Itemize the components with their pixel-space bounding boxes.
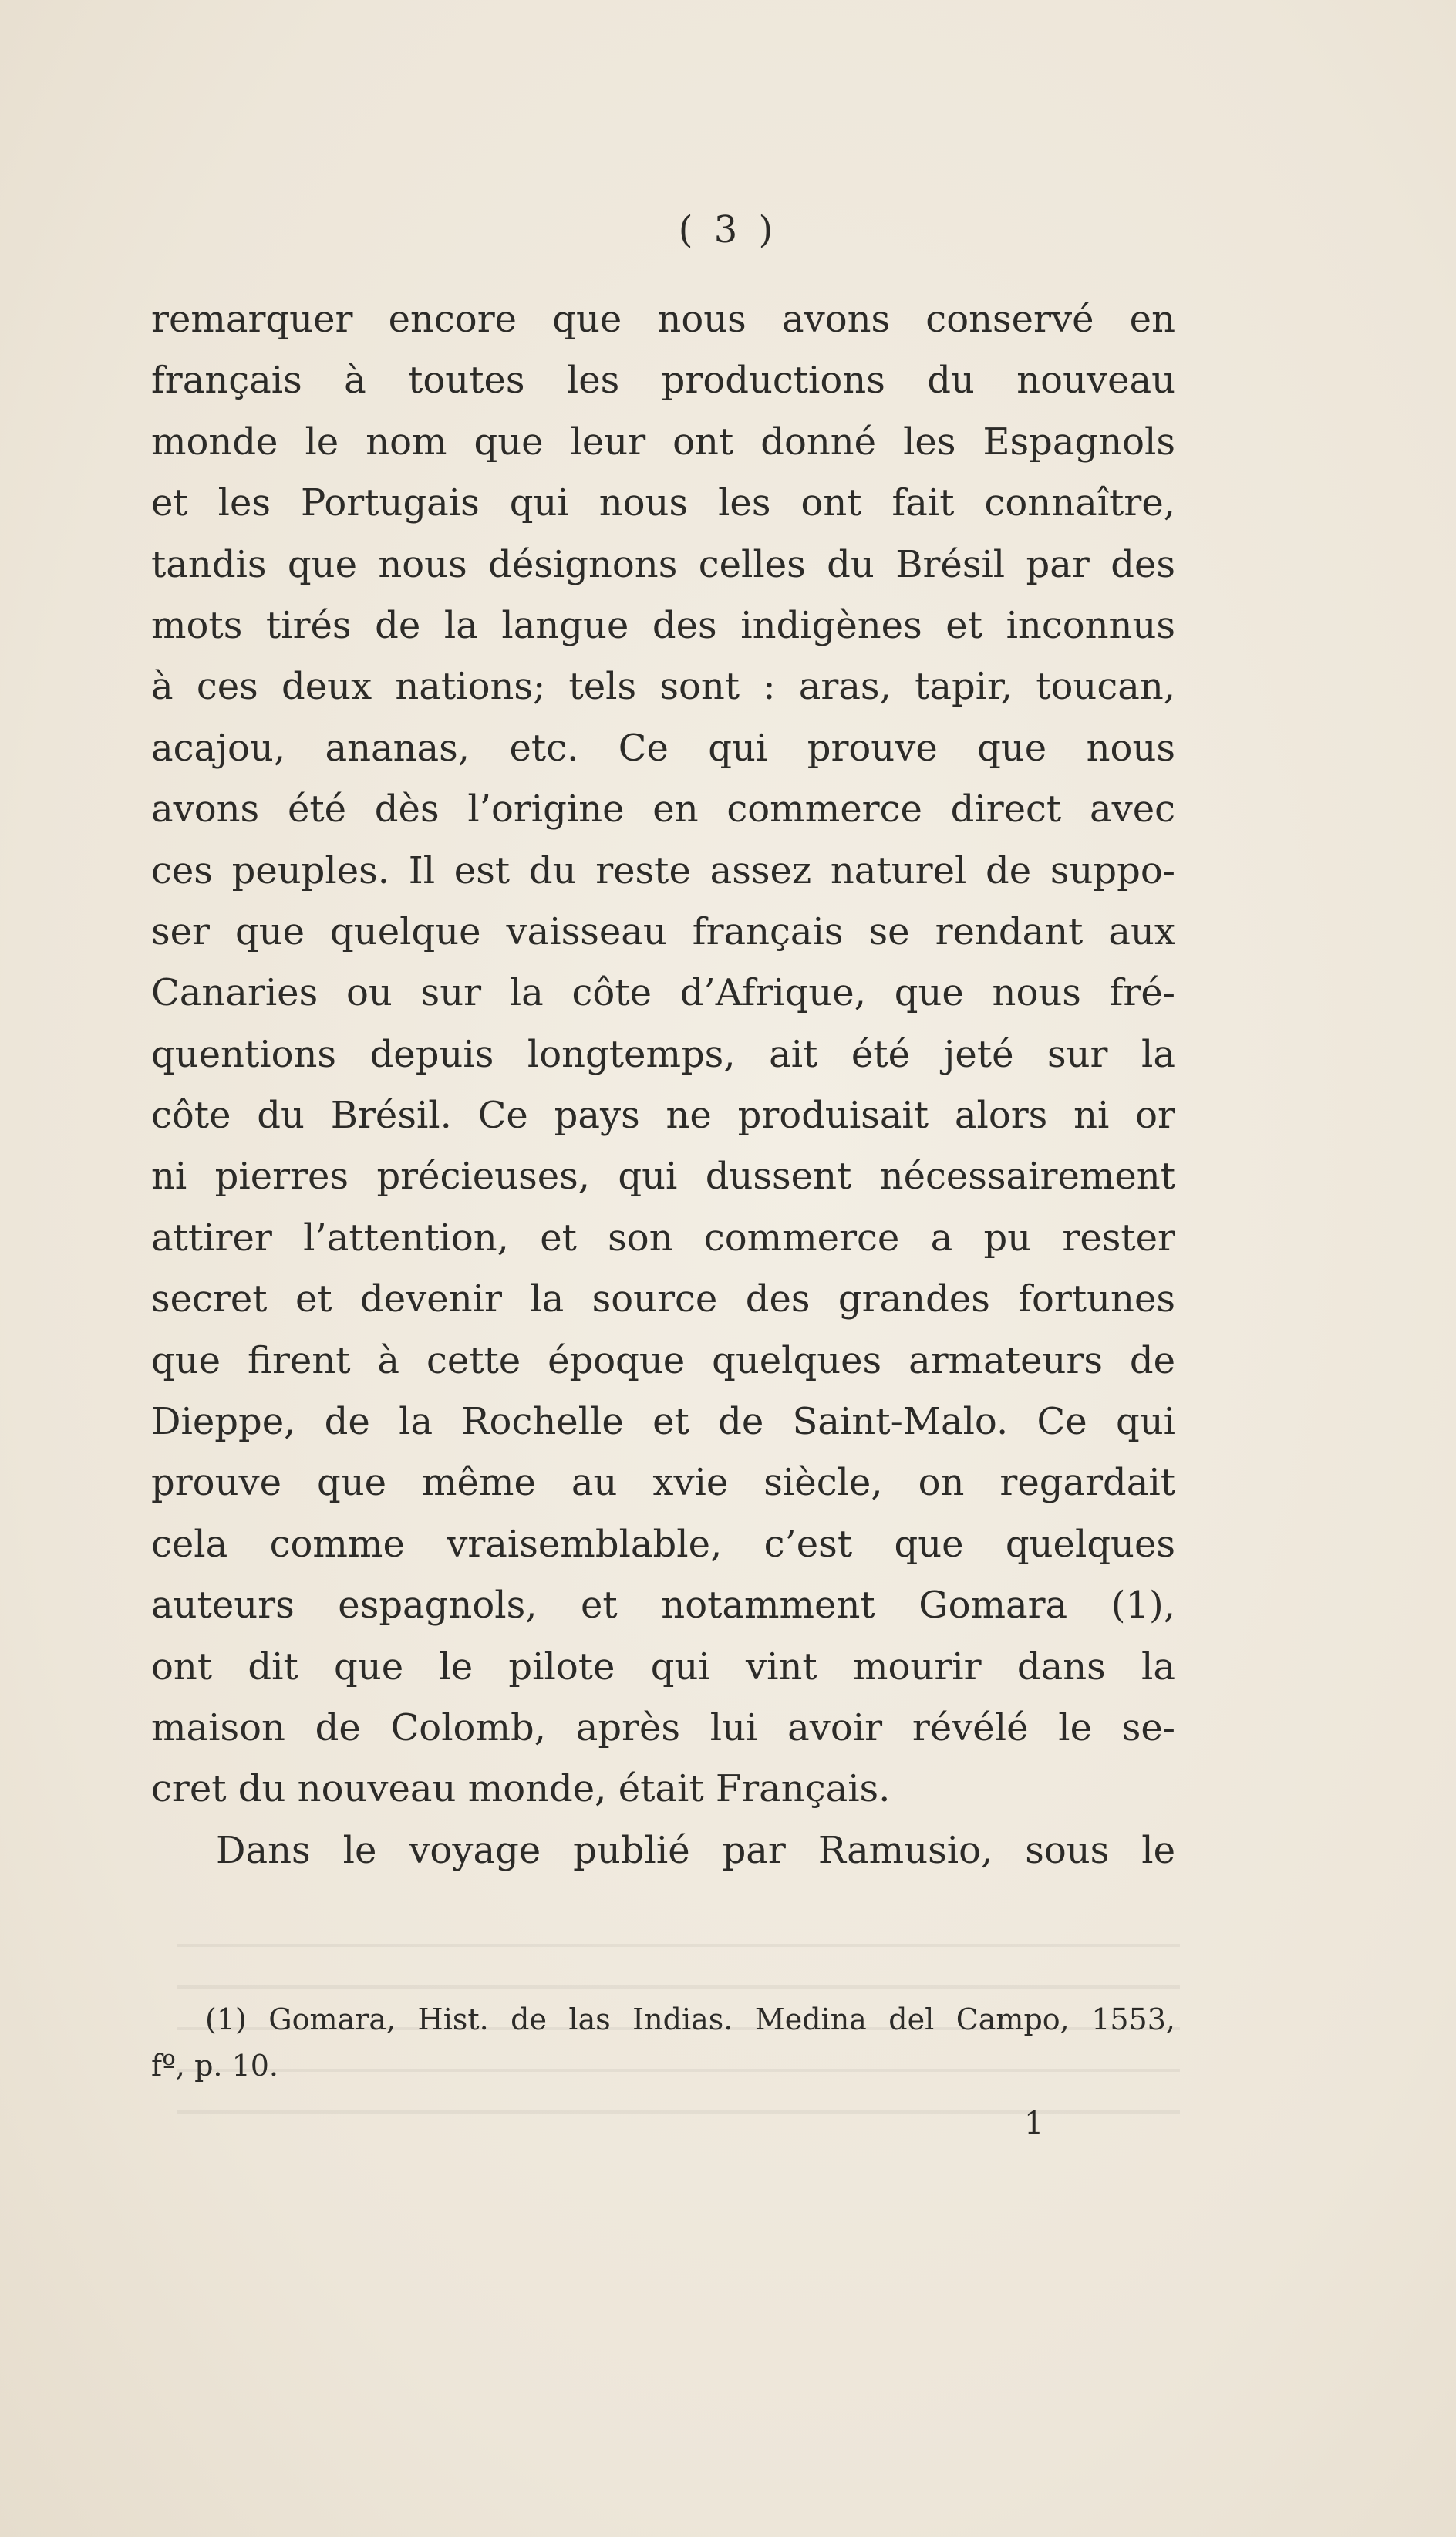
paragraph-last-line: cret du nouveau monde, était Français. (151, 1767, 891, 1811)
text-line: secret et devenir la source des grandes fortunes (151, 1277, 1175, 1321)
text-line: acajou, ananas, etc. Ce qui prouve que nous (151, 726, 1175, 770)
text-line: quentions depuis longtemps, ait été jeté sur la (151, 1032, 1175, 1076)
text-line: français à toutes les productions du nouveau (151, 359, 1175, 403)
text-line: ces peuples. Il est du reste assez naturel de suppo- (151, 848, 1175, 892)
text-line: côte du Brésil. Ce pays ne produisait alors ni or (151, 1094, 1175, 1138)
footnote (151, 1996, 1175, 2089)
text-line: ser que quelque vaisseau français se rendant aux (151, 909, 1175, 953)
text-line: mots tirés de la langue des indigènes et inconnus (151, 603, 1175, 647)
text-line: ont dit que le pilote qui vint mourir dans la (151, 1645, 1175, 1689)
paragraph-first-line: Dans le voyage publié par Ramusio, sous le (216, 1828, 1175, 1872)
signature-mark: 1 (1024, 2106, 1044, 2141)
text-line: avons été dès l’origine en commerce direct avec (151, 788, 1175, 832)
text-line: prouve que même au xvie siècle, on regardait (151, 1461, 1175, 1505)
text-line: attirer l’attention, et son commerce a pu rester (151, 1216, 1175, 1260)
footnote-line: (1) Gomara, Hist. de las Indias. Medina del Campo, 1553, (205, 2002, 1175, 2036)
text-line: ni pierres précieuses, qui dussent nécessairement (151, 1155, 1175, 1199)
text-line: tandis que nous désignons celles du Brésil par des (151, 542, 1175, 586)
text-line: monde le nom que leur ont donné les Espagnols (151, 420, 1175, 464)
text-line: maison de Colomb, après lui avoir révélé le se- (151, 1705, 1175, 1749)
body-text (151, 289, 1175, 1881)
text-line: Dieppe, de la Rochelle et de Saint-Malo. Ce qui (151, 1400, 1175, 1444)
text-line: cela comme vraisemblable, c’est que quelques (151, 1522, 1175, 1566)
footnote-line: fº, p. 10. (151, 2049, 279, 2083)
text-line: à ces deux nations; tels sont : aras, tapir, toucan, (151, 665, 1175, 709)
text-line: et les Portugais qui nous les ont fait connaître, (151, 481, 1175, 525)
page-number: ( 3 ) (678, 208, 778, 251)
text-line: remarquer encore que nous avons conservé en (151, 298, 1175, 341)
text-line: que firent à cette époque quelques armateurs de (151, 1338, 1175, 1382)
text-line: Canaries ou sur la côte d’Afrique, que nous fré- (151, 971, 1175, 1015)
text-line: auteurs espagnols, et notamment Gomara (1), (151, 1584, 1175, 1628)
